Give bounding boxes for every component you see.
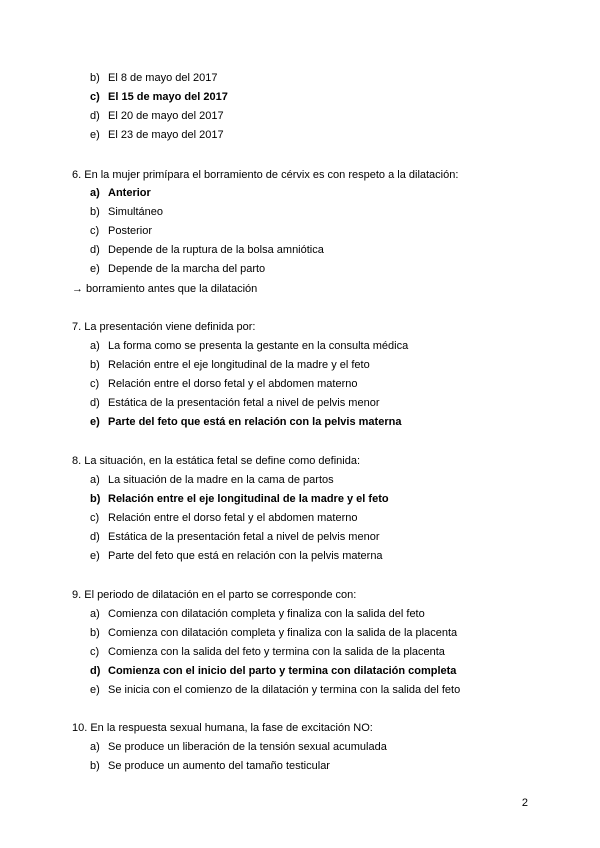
- q9-option-d-correct: d) Comienza con el inicio del parto y termina con dilatación completa: [90, 665, 457, 677]
- q6-option-c: c) Posterior: [90, 225, 153, 237]
- question-7: 7. La presentación viene definida por:: [72, 321, 256, 333]
- q8-option-d: d) Estática de la presentación fetal a nivel de pelvis menor: [90, 531, 380, 543]
- q9-option-a: a) Comienza con dilatación completa y finaliza con la salida del feto: [90, 608, 425, 620]
- q6-option-e: e) Depende de la marcha del parto: [90, 263, 266, 275]
- q8-option-a: a) La situación de la madre en la cama de partos: [90, 474, 334, 486]
- question-8: 8. La situación, en la estática fetal se define como definida:: [72, 455, 361, 467]
- q7-option-d: d) Estática de la presentación fetal a nivel de pelvis menor: [90, 397, 380, 409]
- q8-option-c: c) Relación entre el dorso fetal y el abdomen materno: [90, 512, 358, 524]
- q6-option-b: b) Simultáneo: [90, 206, 164, 218]
- option-b: b) El 8 de mayo del 2017: [90, 72, 218, 84]
- question-9: 9. El periodo de dilatación en el parto se corresponde con:: [72, 589, 357, 601]
- option-d: d) El 20 de mayo del 2017: [90, 110, 224, 122]
- q9-option-c: c) Comienza con la salida del feto y termina con la salida de la placenta: [90, 646, 445, 658]
- q7-option-b: b) Relación entre el eje longitudinal de la madre y el feto: [90, 359, 370, 371]
- page-number: 2: [521, 797, 528, 809]
- q7-option-e-correct: e) Parte del feto que está en relación con la pelvis materna: [90, 416, 402, 428]
- question-6: 6. En la mujer primípara el borramiento de cérvix es con respeto a la dilatación:: [72, 169, 459, 181]
- q8-option-e: e) Parte del feto que está en relación con la pelvis materna: [90, 550, 383, 562]
- q10-option-a: a) Se produce un liberación de la tensión sexual acumulada: [90, 741, 387, 753]
- q10-option-b: b) Se produce un aumento del tamaño testicular: [90, 760, 330, 772]
- question-10: 10. En la respuesta sexual humana, la fase de excitación NO:: [72, 722, 373, 734]
- q6-option-a-correct: a) Anterior: [90, 187, 151, 199]
- q7-option-a: a) La forma como se presenta la gestante en la consulta médica: [90, 340, 409, 352]
- q9-option-b: b) Comienza con dilatación completa y finaliza con la salida de la placenta: [90, 627, 458, 639]
- option-c-correct: c) El 15 de mayo del 2017: [90, 91, 228, 103]
- q6-note: → borramiento antes que la dilatación: [72, 283, 258, 295]
- q9-option-e: e) Se inicia con el comienzo de la dilatación y termina con la salida del feto: [90, 684, 461, 696]
- q7-option-c: c) Relación entre el dorso fetal y el abdomen materno: [90, 378, 358, 390]
- q8-option-b-correct: b) Relación entre el eje longitudinal de la madre y el feto: [90, 493, 389, 505]
- q6-option-d: d) Depende de la ruptura de la bolsa amniótica: [90, 244, 324, 256]
- option-e: e) El 23 de mayo del 2017: [90, 129, 224, 141]
